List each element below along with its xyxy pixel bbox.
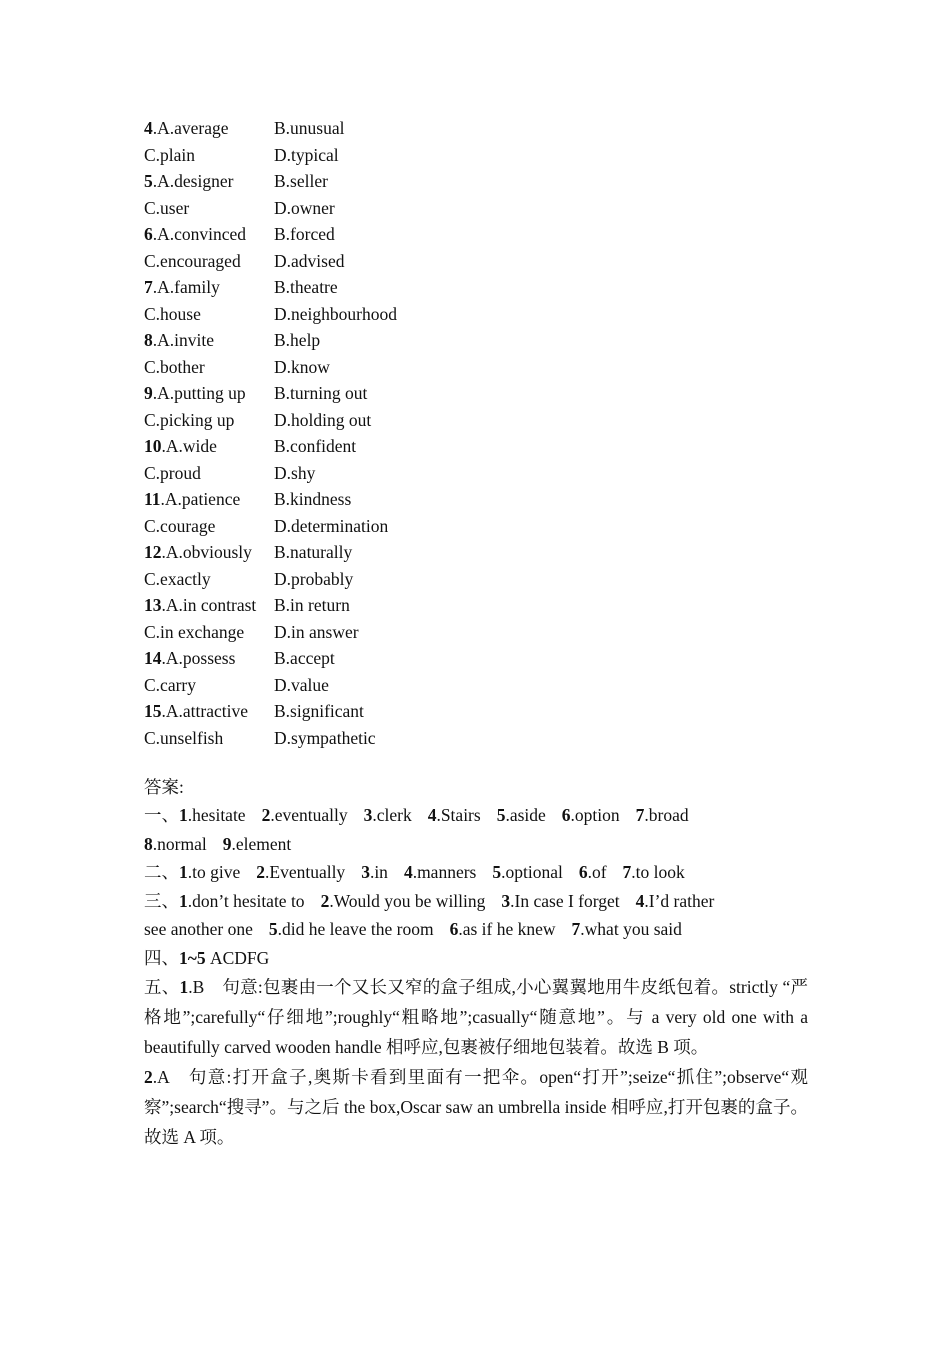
answer-number: 2: [261, 805, 271, 825]
option-c: C.encouraged: [144, 250, 241, 271]
answer-number: 6: [561, 805, 571, 825]
option-c: C.unselfish: [144, 727, 224, 748]
option-row-12: [144, 539, 397, 566]
option-a: .A.obviously: [161, 542, 252, 562]
question-number: 13: [144, 595, 162, 615]
answer-section-2: [144, 858, 808, 887]
answer-text: .Eventually: [265, 862, 346, 882]
answer-text: .hesitate: [187, 805, 246, 825]
option-row-9: [144, 380, 397, 407]
option-b: B.help: [274, 330, 321, 350]
question-number: 12: [144, 542, 162, 562]
option-row-14-cd: [144, 672, 397, 699]
question-number: 7: [144, 277, 153, 297]
answer-number: 1: [179, 977, 189, 997]
answer-number: 2: [256, 862, 265, 882]
option-row-7: [144, 274, 397, 301]
answers-title: 答案:: [144, 777, 184, 797]
option-row-4-cd: [144, 142, 397, 169]
answer-section-1: [144, 801, 808, 830]
question-number: 10: [144, 436, 162, 456]
answer-text: .as if he knew: [458, 919, 556, 939]
answer-text: .in: [369, 862, 388, 882]
option-c: C.courage: [144, 515, 216, 536]
option-row-14: [144, 645, 397, 672]
answer-number: 6: [449, 919, 459, 939]
answer-section-5-q1: [144, 972, 808, 1062]
answer-text: .normal: [152, 833, 207, 854]
option-c: C.in exchange: [144, 621, 245, 642]
option-b: B.confident: [274, 436, 357, 456]
answer-number: 6: [578, 862, 588, 882]
option-b: B.forced: [274, 224, 335, 244]
answer-number: 7: [571, 919, 581, 939]
option-c: C.house: [144, 303, 201, 324]
question-number: 8: [144, 330, 153, 350]
option-c: C.plain: [144, 144, 196, 165]
answer-number: 5: [268, 919, 278, 939]
option-b: B.accept: [274, 648, 335, 668]
option-a: .A.family: [152, 277, 220, 297]
question-number: 6: [144, 224, 153, 244]
section-label: 三、: [144, 890, 179, 911]
option-b: B.seller: [274, 171, 328, 191]
answer-text: .Would you be willing: [329, 890, 486, 911]
section-label: 五、: [144, 977, 180, 997]
option-row-10-cd: [144, 460, 397, 487]
answer-text: .of: [587, 862, 607, 882]
answer-number: 5: [496, 805, 506, 825]
option-d: D.neighbourhood: [274, 303, 397, 324]
option-d: D.shy: [274, 462, 316, 483]
option-d: D.value: [274, 674, 329, 695]
answer-number: 4: [635, 890, 645, 911]
option-d: D.determination: [274, 515, 389, 536]
explanation-text: .B 句意:包裹由一个又长又窄的盒子组成,小心翼翼地用牛皮纸包着。strictly “严格地”;carefully“仔细地”;roughly“粗略地”;casually“随意地”。与 a very old one with a beautifully carved wooden handle 相呼应,包裹被仔细地包装着。故选 B 项。: [144, 977, 809, 1057]
answer-text: .don’t hesitate to: [187, 890, 305, 911]
answer-section-3: [144, 887, 808, 916]
answer-number: 1: [179, 805, 188, 825]
answer-text: .manners: [412, 862, 477, 882]
answer-number: 5: [492, 862, 502, 882]
option-d: D.typical: [274, 144, 339, 165]
option-row-13: [144, 592, 397, 619]
answer-number: 3: [501, 890, 511, 911]
option-a: .A.designer: [152, 171, 234, 191]
answer-range: 1~5: [179, 947, 206, 968]
question-number: 4: [144, 118, 153, 138]
option-a: .A.attractive: [161, 701, 248, 721]
option-row-8-cd: [144, 354, 397, 381]
option-b: B.theatre: [274, 277, 338, 297]
section-label: 二、: [144, 862, 179, 882]
answer-section-1-cont: [144, 830, 808, 859]
answers-section: [144, 773, 808, 1152]
option-a: .A.convinced: [152, 224, 247, 244]
answer-text: .element: [231, 833, 292, 854]
option-row-9-cd: [144, 407, 397, 434]
answer-text: .aside: [505, 805, 546, 825]
section-label: 四、: [144, 947, 179, 968]
option-b: B.turning out: [274, 383, 368, 403]
answer-section-3-cont: [144, 915, 808, 944]
answer-text: see another one: [144, 919, 253, 939]
answer-text: .broad: [644, 805, 689, 825]
option-a: .A.average: [152, 118, 229, 138]
option-b: B.significant: [274, 701, 364, 721]
option-c: C.user: [144, 197, 190, 218]
option-row-7-cd: [144, 301, 397, 328]
answer-text: .Stairs: [436, 805, 481, 825]
option-b: B.in return: [274, 595, 350, 615]
explanation-text: .A 句意:打开盒子,奥斯卡看到里面有一把伞。open“打开”;seize“抓住”;observe“观察”;search“搜寻”。与之后 the box,Oscar saw an umbrella inside 相呼应,打开包裹的盒子。故选 A 项。: [144, 1067, 808, 1147]
answer-text: .optional: [501, 862, 563, 882]
answer-number: 2: [320, 890, 330, 911]
option-d: D.holding out: [274, 409, 372, 430]
options-list: [144, 115, 397, 751]
option-row-4: [144, 115, 397, 142]
option-c: C.proud: [144, 462, 201, 483]
answer-number: 2: [144, 1067, 153, 1087]
option-b: B.kindness: [274, 489, 352, 509]
answer-number: 4: [403, 862, 413, 882]
answer-number: 7: [635, 805, 645, 825]
option-d: D.advised: [274, 250, 345, 271]
option-row-15: [144, 698, 397, 725]
option-b: B.naturally: [274, 542, 353, 562]
option-row-6-cd: [144, 248, 397, 275]
option-row-5-cd: [144, 195, 397, 222]
question-number: 9: [144, 383, 153, 403]
option-d: D.probably: [274, 568, 354, 589]
option-a: .A.possess: [161, 648, 236, 668]
option-a: .A.in contrast: [161, 595, 257, 615]
option-row-15-cd: [144, 725, 397, 752]
option-row-12-cd: [144, 566, 397, 593]
question-number: 14: [144, 648, 162, 668]
answer-text: .to look: [631, 862, 685, 882]
answer-text: .what you said: [580, 919, 682, 939]
answer-text: .eventually: [270, 805, 348, 825]
option-c: C.bother: [144, 356, 205, 377]
answer-number: 7: [622, 862, 632, 882]
answer-text: .to give: [187, 862, 241, 882]
option-row-10: [144, 433, 397, 460]
answer-text: .clerk: [372, 805, 412, 825]
answer-section-5-q2: [144, 1062, 808, 1152]
answer-number: 1: [179, 862, 188, 882]
option-d: D.sympathetic: [274, 727, 376, 748]
answer-text: .In case I forget: [510, 890, 620, 911]
answer-text: ACDFG: [205, 947, 270, 968]
option-row-5: [144, 168, 397, 195]
option-c: C.carry: [144, 674, 196, 695]
answer-number: 8: [144, 833, 153, 854]
answer-section-4: [144, 944, 808, 973]
option-row-11-cd: [144, 513, 397, 540]
answer-number: 3: [361, 862, 370, 882]
question-number: 5: [144, 171, 153, 191]
answer-number: 4: [427, 805, 437, 825]
question-number: 11: [144, 489, 161, 509]
option-c: C.exactly: [144, 568, 211, 589]
option-d: D.owner: [274, 197, 335, 218]
option-a: .A.patience: [160, 489, 241, 509]
option-c: C.picking up: [144, 409, 235, 430]
option-row-8: [144, 327, 397, 354]
answer-number: 3: [363, 805, 373, 825]
section-label: 一、: [144, 805, 179, 825]
option-d: D.in answer: [274, 621, 359, 642]
option-b: B.unusual: [274, 118, 345, 138]
question-number: 15: [144, 701, 162, 721]
answer-number: 1: [179, 890, 188, 911]
option-row-6: [144, 221, 397, 248]
option-a: .A.invite: [152, 330, 214, 350]
answer-text: .did he leave the room: [277, 919, 434, 939]
answer-text: .option: [570, 805, 620, 825]
option-a: .A.putting up: [152, 383, 246, 403]
option-d: D.know: [274, 356, 330, 377]
option-row-11: [144, 486, 397, 513]
answer-text: .I’d rather: [644, 890, 715, 911]
option-row-13-cd: [144, 619, 397, 646]
answer-number: 9: [222, 833, 232, 854]
option-a: .A.wide: [161, 436, 217, 456]
